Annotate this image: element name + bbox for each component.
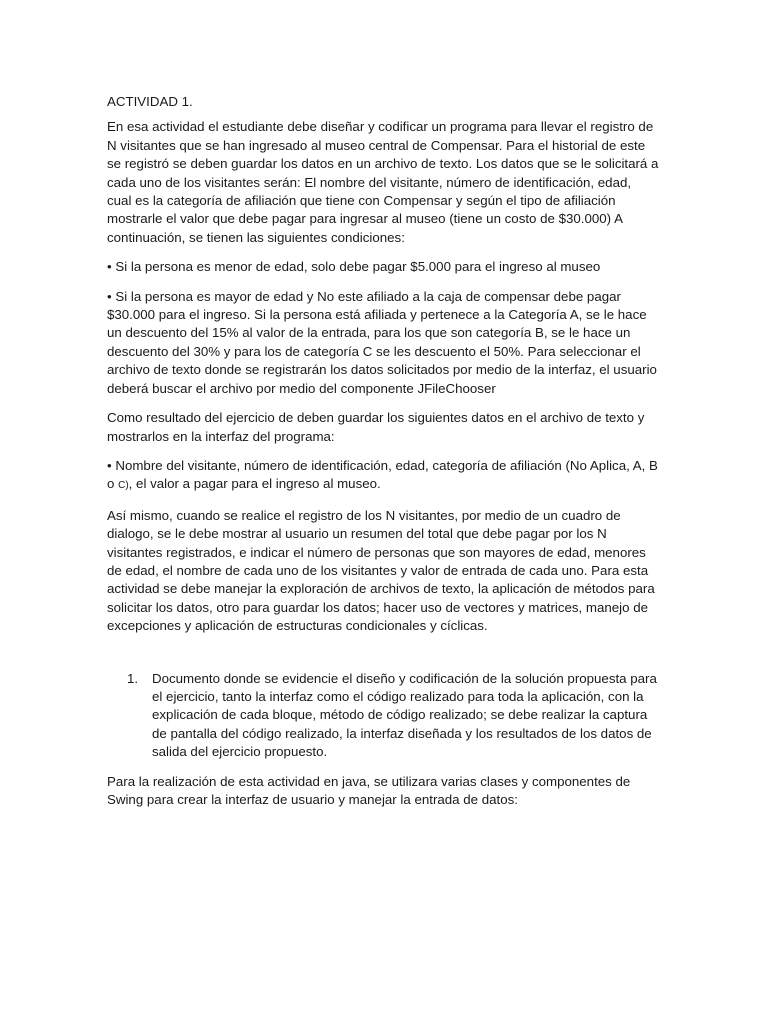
numbered-list-item [107, 670, 659, 762]
document-body [107, 93, 659, 820]
summary-paragraph: Así mismo, cuando se realice el registro de los N visitantes, por medio de un cuadro de dialogo, se le debe mostrar al usuario un resumen del total que debe pagar por los N visitantes registrados, e indicar el número de personas que son mayores de edad, menores de edad, el nombre de cada uno de los visitantes y valor de entrada de cada uno. Para esta actividad se debe manejar la exploración de archivos de texto, la aplicación de métodos para solicitar los datos, otro para guardar los datos; hacer uso de vectores y matrices, manejo de excepciones y aplicación de estructuras condicionales y cíclicas. [107, 507, 655, 634]
bullet-visitor-fields-end: , el valor a pagar para el ingreso al museo. [128, 476, 381, 492]
intro-paragraph: En esa actividad el estudiante debe diseñar y codificar un programa para llevar el registro de N visitantes que se han ingresado al museo central de Compensar. Para el historial de este se registró se deben guardar los datos en un archivo de texto. Los datos que se le solicitará a cada uno de los visitantes serán: El nombre del visitante, número de identificación, edad, cual es la categoría de afiliación que tiene con Compensar y según el tipo de afiliación mostrarle el valor que debe pagar para ingresar al museo (tiene un costo de $30.000) A continuación, se tienen las siguientes condiciones: [107, 119, 659, 245]
activity-title: ACTIVIDAD 1. [107, 94, 193, 109]
java-intro-paragraph: Para la realización de esta actividad en java, se utilizara varias clases y componentes de Swing para crear la interfaz de usuario y manejar la entrada de datos: [107, 773, 631, 807]
bullet-visitor-fields [107, 457, 659, 496]
bullet-visitor-fields-main: • Nombre del visitante, número de identificación, edad, categoría de afiliación (No Aplica, A, B o [107, 457, 658, 492]
list-number: 1. [127, 670, 139, 686]
bullet-visitor-fields-small: C) [118, 480, 129, 492]
bullet-minor-age: • Si la persona es menor de edad, solo debe pagar $5.000 para el ingreso al museo [107, 259, 601, 275]
bullet-adult-affiliation: • Si la persona es mayor de edad y No este afiliado a la caja de compensar debe pagar $30.000 para el ingreso. Si la persona está afiliada y pertenece a la Categoría A, se le hace un descuento del 15% al valor de la entrada, para los que son categoría B, se le hace un descuento del 30% y para los de categoría C se les descuento el 50%. Para seleccionar el archivo de texto donde se registrarán los datos solicitados por medio de la interfaz, el usuario deberá buscar el archivo por medio del componente JFileChooser [107, 288, 657, 396]
list-item-text: Documento donde se evidencie el diseño y codificación de la solución propuesta para el ejercicio, tanto la interfaz como el código realizado para toda la aplicación, con la explicación de cada bloque, método de código realizado; se debe realizar la captura de pantalla del código realizado, la interfaz diseñada y los resultados de los datos de salida del ejercicio propuesto. [152, 670, 657, 760]
result-intro-paragraph: Como resultado del ejercicio de deben guardar los siguientes datos en el archivo de texto y mostrarlos en la interfaz del programa: [107, 410, 645, 444]
